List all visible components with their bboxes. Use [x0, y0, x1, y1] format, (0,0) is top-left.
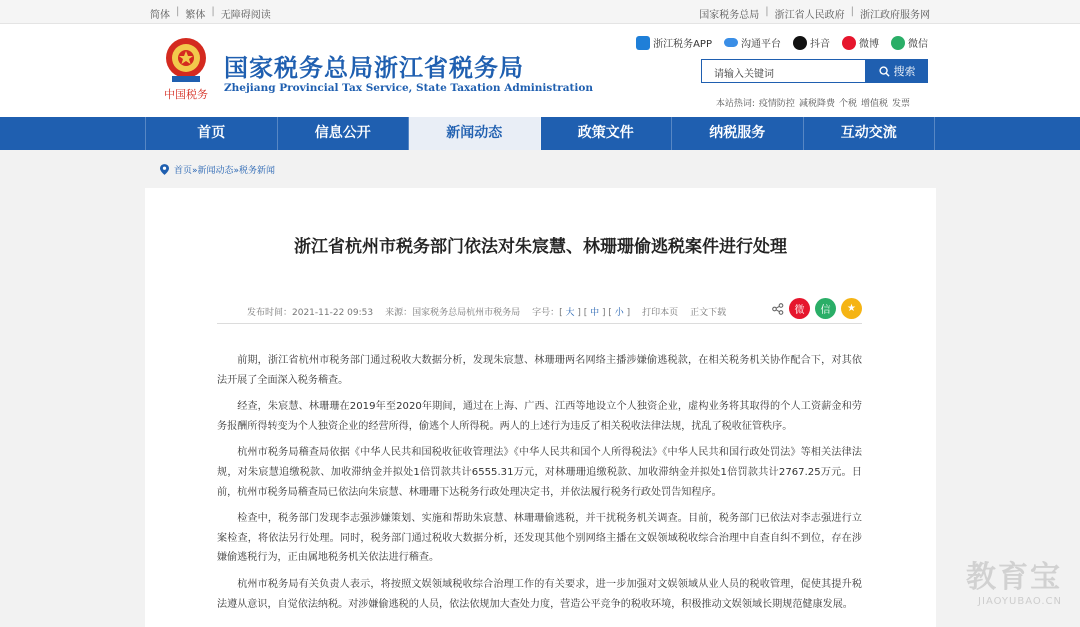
- tax-emblem-logo[interactable]: [162, 36, 210, 104]
- main-nav: [0, 117, 1080, 150]
- article-paragraph: 经查，朱宸慧、林珊珊在2019年至2020年期间，通过在上海、广西、江西等地设立个人独资企业，虚构业务将其取得的个人工资薪金和劳务报酬所得转变为个人独资企业的经营所得，偷逃个人所得税。两人的上述行为违反了相关税收法律法规，扰乱了税收征管秩序。: [217, 401, 862, 432]
- zj-gov-link[interactable]: 浙江省人民政府: [774, 10, 845, 21]
- topbar-right-links: 国家税务总局 | 浙江省人民政府 | 浙江政府服务网: [699, 6, 930, 21]
- article-panel: [145, 188, 936, 627]
- wechat-icon: [891, 36, 905, 50]
- share-weibo-icon[interactable]: 微: [789, 298, 810, 319]
- print-link[interactable]: 打印本页: [642, 308, 679, 318]
- tab-interaction[interactable]: 互动交流: [804, 117, 936, 150]
- sta-link[interactable]: 国家税务总局: [699, 10, 760, 21]
- hot-word[interactable]: 发票: [891, 99, 910, 109]
- tab-info-disclosure[interactable]: 信息公开: [278, 117, 410, 150]
- topbar-left-links: 简体 | 繁体 | 无障碍阅读: [150, 6, 271, 21]
- top-utility-bar: [0, 0, 1080, 24]
- tab-policy[interactable]: 政策文件: [541, 117, 673, 150]
- social-app[interactable]: 浙江税务APP: [636, 35, 712, 50]
- tab-home[interactable]: 首页: [145, 117, 278, 150]
- hot-words: 本站热词: 疫情防控 减税降费 个税 增值税 发票: [716, 96, 910, 109]
- douyin-icon: [793, 36, 807, 50]
- site-title: 国家税务总局浙江省税务局: [224, 54, 524, 82]
- download-link[interactable]: 正文下载: [690, 308, 727, 318]
- article-paragraph: 检查中，税务部门发现李志强涉嫌策划、实施和帮助朱宸慧、林珊珊偷逃税，并干扰税务机关调查。目前，税务部门已依法对李志强进行立案检查，将依法另行处理。同时，税务部门通过税收大数据分析，还发现其他个别网络主播在文娱领域税收综合治理中自查自纠不到位，存在涉嫌偷逃税行为，正由属地税务机关依法进行稽查。: [217, 513, 862, 564]
- font-size-switcher: 字号：[ 大 ] [ 中 ] [ 小 ]: [532, 308, 631, 318]
- tab-tax-service[interactable]: 纳税服务: [672, 117, 804, 150]
- article-title: 浙江省杭州市税务部门依法对朱宸慧、林珊珊偷逃税案件进行处理: [294, 237, 787, 257]
- article-paragraph: 杭州市税务局有关负责人表示，将按照文娱领域税收综合治理工作的有关要求，进一步加强对文娱领域从业人员的税收管理，促使其提升税法遵从意识，自觉依法纳税。对涉嫌偷逃税的人员，依法依规加大查处力度，营造公平竞争的税收环境，积极推动文娱领域长期规范健康发展。: [217, 578, 862, 610]
- social-platform[interactable]: 沟通平台: [724, 35, 781, 50]
- breadcrumb: [150, 150, 930, 188]
- share-wechat-icon[interactable]: 信: [815, 298, 836, 319]
- search-button[interactable]: 搜索: [866, 59, 928, 83]
- breadcrumb-path[interactable]: 首页»新闻动态»税务新闻: [174, 165, 276, 176]
- hot-word[interactable]: 疫情防控: [758, 99, 795, 109]
- hot-word[interactable]: 减税降费: [798, 99, 835, 109]
- weibo-icon: [842, 36, 856, 50]
- social-douyin[interactable]: 抖音: [793, 35, 830, 50]
- share-bar: [772, 298, 862, 319]
- article-paragraph: 前期，浙江省杭州市税务部门通过税收大数据分析，发现朱宸慧、林珊珊两名网络主播涉嫌偷逃税款，在相关税务机关协作配合下，对其依法开展了全面深入税务稽查。: [217, 355, 862, 386]
- site-header: [0, 24, 1080, 117]
- hot-word[interactable]: 个税: [838, 99, 857, 109]
- accessibility-link[interactable]: 无障碍阅读: [220, 10, 271, 21]
- cloud-icon: [724, 38, 738, 47]
- social-wechat[interactable]: 微信: [891, 35, 928, 50]
- article-body: [217, 351, 862, 621]
- share-icon[interactable]: [772, 303, 784, 315]
- location-pin-icon: [160, 164, 169, 175]
- tab-news[interactable]: 新闻动态: [409, 117, 541, 150]
- font-large[interactable]: 大: [565, 308, 575, 318]
- font-medium[interactable]: 中: [590, 308, 600, 318]
- zj-service-link[interactable]: 浙江政府服务网: [860, 10, 930, 21]
- search-bar: [701, 59, 928, 83]
- search-input[interactable]: 请输入关键词: [701, 59, 866, 83]
- site-subtitle: Zhejiang Provincial Tax Service, State Taxation Administration: [224, 82, 593, 94]
- social-links: [636, 35, 928, 50]
- share-qzone-icon[interactable]: ★: [841, 298, 862, 319]
- article-meta: [217, 298, 862, 324]
- publish-time: 发布时间：2021-11-22 09:53: [247, 308, 374, 318]
- app-icon: [636, 36, 650, 50]
- traditional-link[interactable]: 繁体: [185, 10, 206, 21]
- watermark: 教育宝 JIAOYUBAO.CN: [966, 560, 1062, 607]
- hot-word[interactable]: 增值税: [860, 99, 888, 109]
- social-weibo[interactable]: 微博: [842, 35, 879, 50]
- logo-text: 中国税务: [164, 88, 208, 101]
- search-icon: [879, 66, 890, 77]
- simplified-link[interactable]: 简体: [150, 10, 170, 21]
- article-paragraph: 杭州市税务局稽查局依据《中华人民共和国税收征收管理法》《中华人民共和国个人所得税法》《中华人民共和国行政处罚法》等相关法律法规，对朱宸慧追缴税款、加收滞纳金并拟处1倍罚款共计6555.31万元，对林珊珊追缴税款、加收滞纳金并拟处1倍罚款共计2767.25万元。日前，杭州市税务局稽查局已依法向朱宸慧、林珊珊下达税务行政处理决定书，并依法履行税务行政处罚告知程序。: [217, 447, 862, 498]
- font-small[interactable]: 小: [614, 308, 624, 318]
- article-source: 来源：国家税务总局杭州市税务局: [385, 308, 521, 318]
